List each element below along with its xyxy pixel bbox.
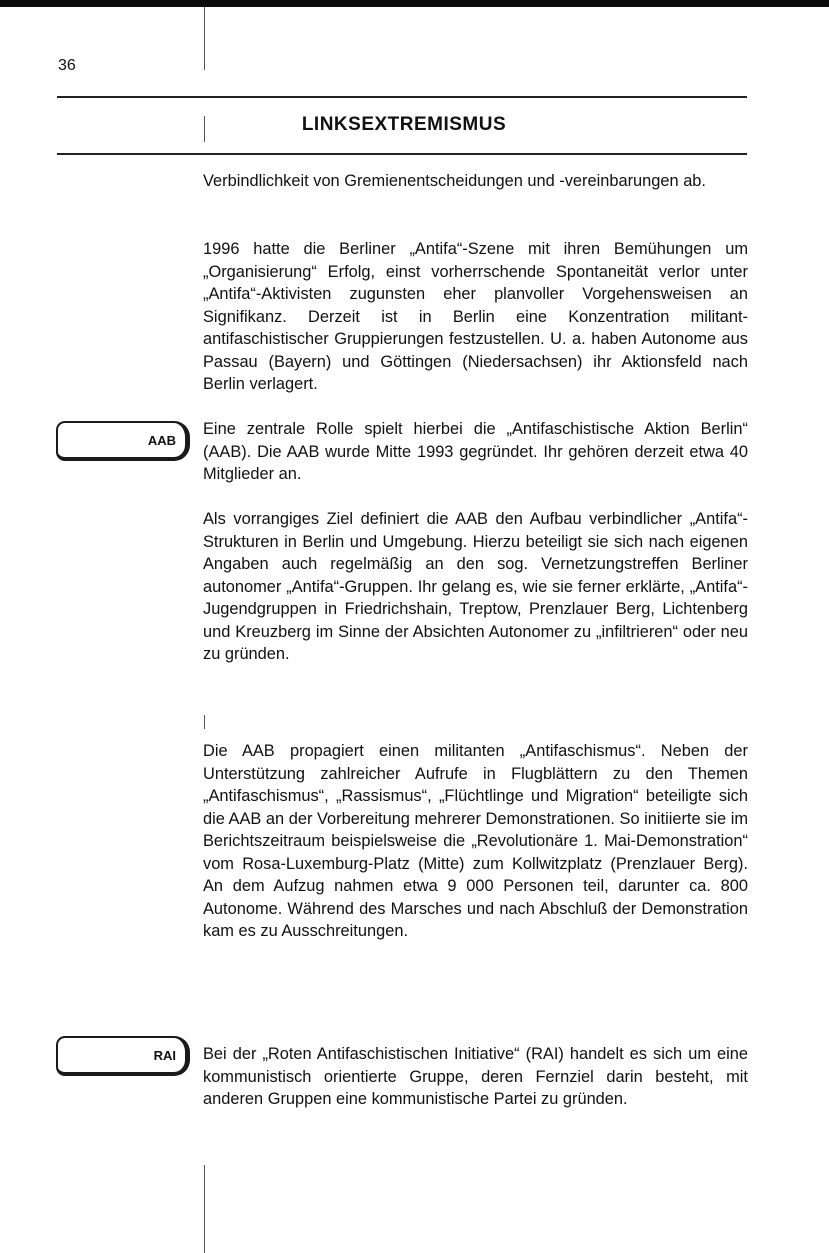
body-paragraph: Die AAB propagiert einen militanten „Antifaschismus“. Neben der Unterstützung zahlreicher Aufrufe in Flugblättern zu den Themen „Antifaschismus“, „Rassismus“, „Flüchtlinge und Migration“ beteiligte sich die AAB an der Vorbereitung mehrerer Demonstrationen. So initiierte sie im Berichtszeitraum beispielsweise die „Revolutionäre 1. Mai-Demonstration“ vom Rosa-Luxemburg-Platz (Mitte) zum Kollwitzplatz (Prenzlauer Berg). An dem Aufzug nahmen etwa 9 000 Personen teil, darunter ca. 800 Autonome. Während des Marsches und nach Abschluß der Demonstration kam es zu Ausschreitungen. bbox=[203, 742, 748, 940]
body-paragraph: Verbindlichkeit von Gremienentscheidungen und -vereinbarungen ab. bbox=[203, 172, 706, 190]
body-paragraph: Als vorrangiges Ziel definiert die AAB den Aufbau verbindlicher „Antifa“-Strukturen in Berlin und Umgebung. Hierzu beteiligt sie sich nach eigenen Angaben auch regelmäßig an den sog. Vernetzungstreffen Berliner autonomer „Antifa“-Gruppen. Ihr gelang es, wie sie ferner erklärte, „Antifa“-Jugendgruppen in Friedrichshain, Treptow, Prenzlauer Berg, Lichtenberg und Kreuzberg im Sinne der Absichten Autonomer zu „infiltrieren“ oder neu zu gründen. bbox=[203, 510, 748, 663]
body-paragraph: 1996 hatte die Berliner „Antifa“-Szene mit ihren Bemühungen um „Organisierung“ Erfolg, einst vorherrschende Spontaneität verlor unter „Antifa“-Aktivisten zugunsten eher planvoller Vorgehensweisen an Signifikanz. Derzeit ist in Berlin eine Konzentration militant-antifaschistischer Gruppierungen festzustellen. U. a. haben Autonome aus Passau (Bayern) und Göttingen (Niedersachsen) ihr Aktionsfeld nach Berlin verlagert. bbox=[203, 240, 748, 393]
section-title: LINKSEXTREMISMUS bbox=[301, 114, 507, 135]
margin-divider-top bbox=[204, 7, 205, 70]
body-paragraph: Bei der „Roten Antifaschistischen Initiative“ (RAI) handelt es sich um eine kommunistisch orientierte Gruppe, deren Fernziel darin besteht, mit anderen Gruppen eine kommunistische Partei zu gründen. bbox=[203, 1045, 748, 1108]
margin-tag-rai bbox=[56, 1036, 190, 1076]
margin-divider-bottom bbox=[204, 1165, 205, 1253]
margin-tag-label: RAI bbox=[153, 1048, 176, 1063]
header-rule-bottom bbox=[57, 153, 747, 155]
page-number: 36 bbox=[58, 57, 76, 74]
margin-divider-mid bbox=[204, 715, 205, 729]
margin-tag-aab bbox=[56, 421, 190, 461]
header-rule-top bbox=[57, 96, 747, 98]
body-paragraph: Eine zentrale Rolle spielt hierbei die „Antifaschistische Aktion Berlin“ (AAB). Die AAB wurde Mitte 1993 gegründet. Ihr gehören derzeit etwa 40 Mitglieder an. bbox=[203, 420, 748, 483]
margin-tag-label: AAB bbox=[147, 433, 176, 448]
top-scan-border bbox=[0, 0, 829, 7]
